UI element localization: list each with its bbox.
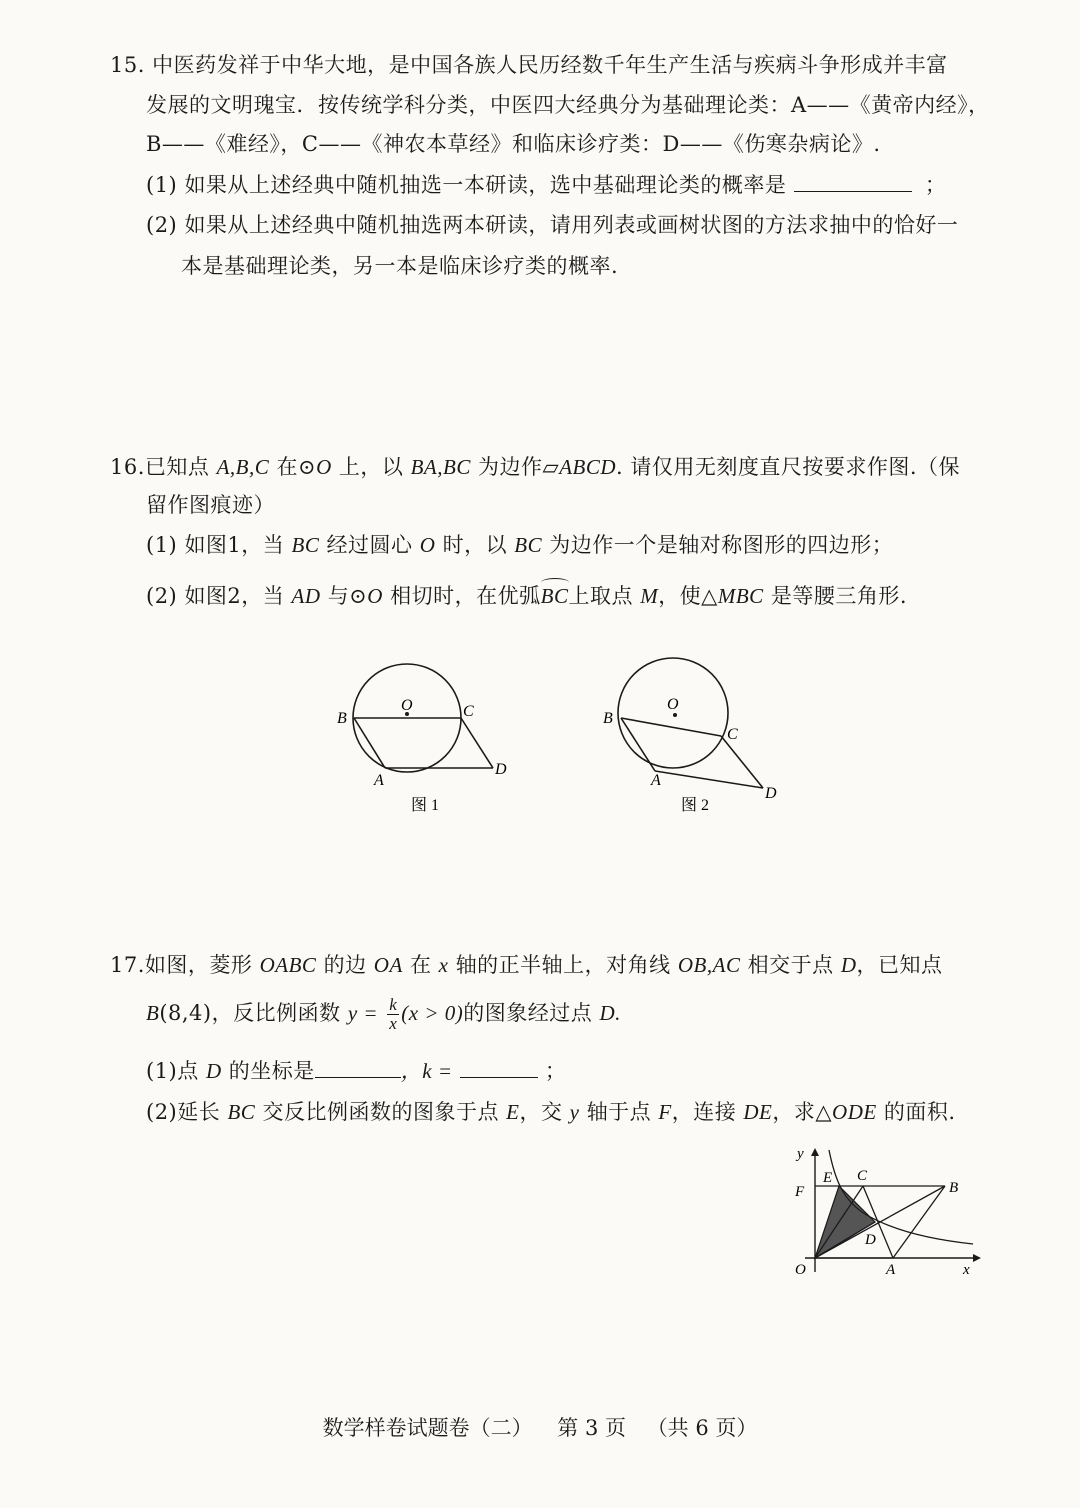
q16-text: 上取点 <box>568 584 633 608</box>
fig17-label-y: y <box>797 1146 804 1162</box>
fig2-chord-bc <box>621 718 721 736</box>
q17-var: ODE <box>832 1100 877 1124</box>
q17-var: OABC <box>259 953 317 977</box>
q16-part2-label: (2) <box>146 584 178 608</box>
fig17-label-f: F <box>795 1184 805 1200</box>
q15-text-3: B——《难经》，C——《神农本草经》和临床诊疗类：D——《伤寒杂病论》. <box>146 132 881 156</box>
q15-text-1: 中医药发祥于中华大地，是中国各族人民历经数千年生产生活与疾病斗争形成并丰富 <box>152 53 948 77</box>
fig17-label-d: D <box>865 1232 876 1248</box>
q16-points: A,B,C <box>216 455 270 479</box>
q17-text: 相交于点 <box>747 953 834 977</box>
fig1-caption: 图 1 <box>411 797 440 814</box>
q17-text: 轴的正半轴上，对角线 <box>455 953 671 977</box>
q15-part2-text: 如果从上述经典中随机抽选两本研读，请用列表或画树状图的方法求抽中的恰好一 <box>184 213 959 237</box>
q16-var: M <box>640 584 659 608</box>
fig2-side-cd <box>721 736 763 788</box>
q17-text: ，求△ <box>772 1100 833 1124</box>
q15-number: 15. <box>110 53 145 77</box>
q17-var: OB,AC <box>677 953 741 977</box>
q16-part1-label: (1) <box>146 533 178 557</box>
q17-var: F <box>658 1100 672 1124</box>
q15-part1-label: (1) <box>146 173 178 197</box>
footer-total: （共 6 页） <box>646 1416 758 1440</box>
q16-sides: BA,BC <box>410 455 471 479</box>
q17-part1-label: (1) <box>146 1059 178 1083</box>
q17-var: x <box>438 953 449 977</box>
q16-part1 <box>146 530 893 560</box>
q16-text: 经过圆心 <box>326 533 413 557</box>
q17-var: B <box>146 1001 160 1025</box>
q17-var: BC <box>227 1100 256 1124</box>
footer-title: 数学样卷试题卷（二） <box>322 1416 533 1440</box>
q17-text: 点 <box>177 1059 199 1083</box>
q16-var: O <box>419 533 436 557</box>
q17-frac-num: k <box>389 995 398 1014</box>
q17-condition: (x > 0) <box>401 1001 464 1025</box>
q15-part2-cont <box>181 251 618 281</box>
q17-coord: (8,4) <box>159 1001 212 1025</box>
fig1-label-o: O <box>401 697 413 714</box>
q15-line3 <box>146 129 881 159</box>
fig2-label-o: O <box>667 696 679 713</box>
q16-text: 与⊙ <box>327 584 368 608</box>
q16-text: 上，以 <box>338 455 404 479</box>
q16-var: O <box>367 584 383 608</box>
q17-var: y <box>569 1100 580 1124</box>
fig2-label-c: C <box>727 726 738 743</box>
q17-var: DE <box>743 1100 773 1124</box>
fig17-side-ab <box>893 1186 945 1258</box>
fig2-label-d: D <box>765 785 777 802</box>
q16-text: 时，以 <box>442 533 508 557</box>
q16-text: . 请仅用无刻度直尺按要求作图.（保 <box>616 455 961 479</box>
q15-line2 <box>146 90 990 120</box>
q17-text: 的边 <box>323 953 367 977</box>
fig2-center-dot <box>673 713 677 717</box>
fig17-y-arrow <box>811 1148 819 1156</box>
q16-number: 16. <box>110 455 145 479</box>
q17-part1-coord-blank[interactable] <box>315 1057 401 1078</box>
q17-figure <box>785 1140 985 1280</box>
q17-var: OA <box>373 953 403 977</box>
q17-text: ，反比例函数 <box>211 1001 341 1025</box>
q17-number: 17. <box>110 953 145 977</box>
q15-part1 <box>146 170 946 200</box>
fig17-label-x: x <box>963 1262 970 1278</box>
q17-part1-end: ； <box>544 1059 567 1083</box>
q16-line2 <box>146 490 275 520</box>
q15-part1-text: 如果从上述经典中随机抽选一本研读，选中基础理论类的概率是 <box>184 173 787 197</box>
fig1-side-cd <box>461 718 493 768</box>
q17-text: 轴于点 <box>586 1100 652 1124</box>
q17-text: ，交 <box>519 1100 563 1124</box>
q17-text: ，连接 <box>671 1100 737 1124</box>
fig17-x-arrow <box>973 1254 981 1262</box>
q17-fraction <box>387 996 399 1033</box>
q17-line2 <box>146 996 621 1033</box>
q17-var: ，k = <box>400 1059 453 1083</box>
q17-text: 延长 <box>177 1100 221 1124</box>
q16-text: 如图1，当 <box>184 533 285 557</box>
fig2-label-a: A <box>651 772 661 789</box>
q16-var: BC <box>291 533 320 557</box>
fig2-circle <box>618 658 728 768</box>
fig17-label-c: C <box>857 1168 868 1184</box>
q15-part2-label: (2) <box>146 213 178 237</box>
fig17-label-o: O <box>795 1262 806 1278</box>
fig2-label-b: B <box>603 710 613 727</box>
fig17-label-e: E <box>823 1170 833 1186</box>
q16-var: AD <box>291 584 321 608</box>
q16-figure-1 <box>325 648 525 823</box>
q17-var: D <box>840 953 857 977</box>
fig2-side-ad <box>655 771 763 788</box>
page-footer <box>0 1412 1080 1442</box>
q16-var: MBC <box>717 584 764 608</box>
q17-part1 <box>146 1056 566 1086</box>
q16-text: ，使△ <box>658 584 718 608</box>
q16-text: 留作图痕迹） <box>146 493 275 517</box>
q16-text: 是等腰三角形. <box>770 584 908 608</box>
q15-part2-cont-text: 本是基础理论类，另一本是临床诊疗类的概率. <box>181 254 619 278</box>
q17-text: 的图象经过点 <box>463 1001 593 1025</box>
q16-major-arc: BC <box>541 581 569 611</box>
fig1-label-a: A <box>374 772 384 789</box>
fig1-label-d: D <box>495 761 507 778</box>
q17-text: ，已知点 <box>856 953 943 977</box>
q17-var: D. <box>599 1001 621 1025</box>
fig2-caption: 图 2 <box>681 797 710 814</box>
q17-part2 <box>146 1097 956 1127</box>
q16-text: 相切时，在优弧 <box>390 584 541 608</box>
q17-part2-label: (2) <box>146 1100 178 1124</box>
q17-text: 在 <box>409 953 432 977</box>
q15-line1 <box>110 50 948 80</box>
q16-text: 在⊙ <box>276 455 317 479</box>
q15-part2 <box>146 210 958 240</box>
q17-text: 的面积. <box>883 1100 956 1124</box>
q16-parallelogram: ABCD <box>559 455 617 479</box>
q17-var: E <box>506 1100 520 1124</box>
q17-var: y = <box>347 1001 379 1025</box>
q17-text: 交反比例函数的图象于点 <box>262 1100 499 1124</box>
q16-text: 已知点 <box>144 455 210 479</box>
q17-part1-k-blank[interactable] <box>460 1057 538 1078</box>
fig1-label-c: C <box>463 703 474 720</box>
q17-frac-den: x <box>389 1014 398 1033</box>
q16-circle-o: O <box>316 455 332 479</box>
q15-part1-answer-blank[interactable] <box>794 171 912 192</box>
q16-var: BC <box>514 533 543 557</box>
q17-text: 如图，菱形 <box>144 953 253 977</box>
q16-figure-2 <box>595 648 795 823</box>
fig17-label-b: B <box>949 1180 959 1196</box>
q17-line1 <box>110 950 943 980</box>
q16-text: 为边作一个是轴对称图形的四边形； <box>549 533 894 557</box>
q16-text: 如图2，当 <box>184 584 285 608</box>
q15-part1-end: ； <box>924 173 947 197</box>
q15-text-2: 发展的文明瑰宝．按传统学科分类，中医四大经典分为基础理论类：A——《黄帝内经》， <box>146 93 990 117</box>
q16-part2 <box>146 581 907 611</box>
footer-page: 第 3 页 <box>557 1416 626 1440</box>
q17-var: D <box>205 1059 222 1083</box>
q17-text: 的坐标是 <box>228 1059 315 1083</box>
q16-text: 为边作▱ <box>478 455 560 479</box>
q16-line1 <box>110 452 960 482</box>
fig2-side-ba <box>621 718 655 771</box>
fig17-label-a: A <box>886 1262 896 1278</box>
fig1-label-b: B <box>337 710 347 727</box>
